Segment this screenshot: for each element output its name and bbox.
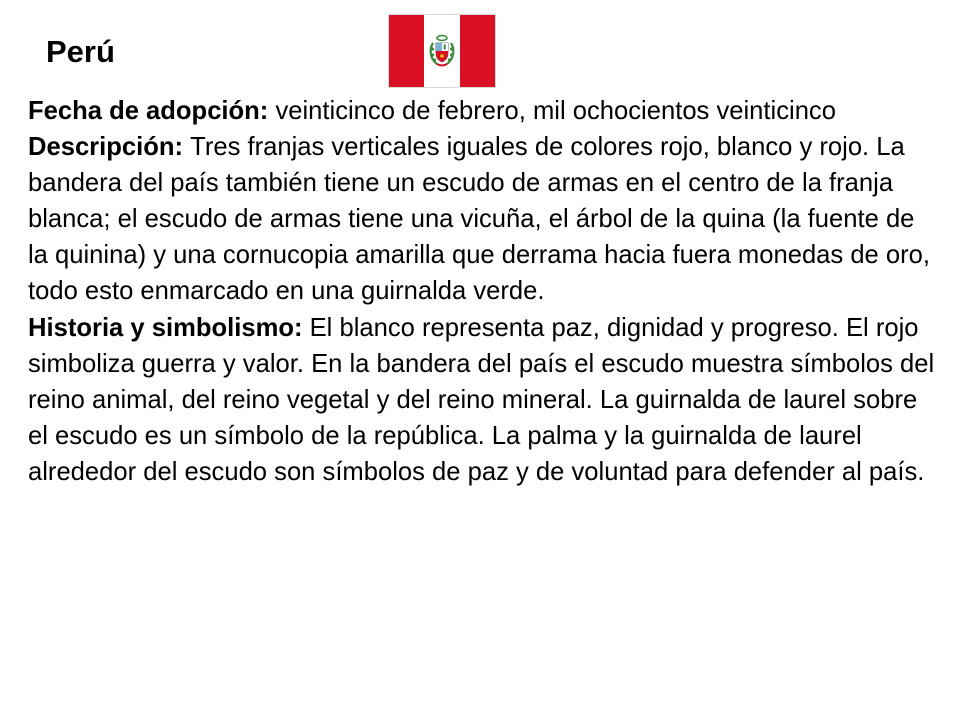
flag-stripe-left — [389, 15, 424, 87]
slide-title: Perú — [46, 34, 115, 69]
section-text: veinticinco de febrero, mil ochocientos veinticinco — [275, 97, 836, 125]
peru-flag — [389, 15, 495, 87]
peru-coat-of-arms-icon — [427, 33, 457, 69]
section-text: Tres franjas verticales iguales de colores rojo, blanco y rojo. La bandera del país también tiene un escudo de armas en el centro de la franja blanca; el escudo de armas tiene una vicuña, el árbol de la quina (la fuente de la quinina) y una cornucopia amarilla que derrama hacia fuera monedas de oro, todo esto enmarcado en una guirnalda verde. — [28, 133, 931, 306]
section-label: Descripción: — [28, 133, 191, 162]
section-adoption-date — [28, 93, 940, 129]
section-label: Fecha de adopción: — [28, 97, 276, 125]
section-text: El blanco representa paz, dignidad y progreso. El rojo simboliza guerra y valor. En la bandera del país el escudo muestra símbolos del reino animal, del reino vegetal y del reino mineral. La guirnalda de laurel sobre el escudo es un símbolo de la república. La palma y la guirnalda de laurel alrededor del escudo son símbolos de paz y de voluntad para defender al país. — [28, 313, 935, 486]
flag-stripe-right — [460, 15, 495, 87]
section-description — [28, 129, 940, 309]
slide-body — [28, 93, 940, 490]
flag-stripe-center — [424, 15, 459, 87]
section-label: Historia y simbolismo: — [28, 313, 310, 342]
section-history-symbolism — [28, 310, 940, 490]
